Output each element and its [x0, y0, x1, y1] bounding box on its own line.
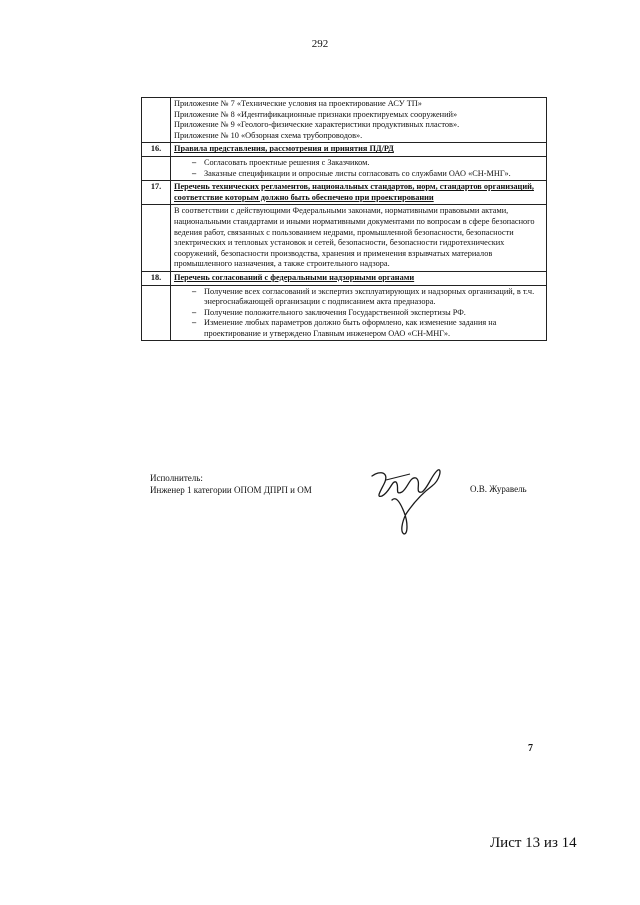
section-content [171, 285, 547, 341]
list-item: – Получение положительного заключения Государственной экспертизы РФ. [192, 308, 543, 319]
row-number: 16. [142, 143, 171, 157]
section-content: В соответствии с действующими Федеральными законами, нормативными правовыми актами, национальными стандартами и иными нормативными документами по вопросам в сфере безопасного ведения работ, связанных с пользованием недрами, промышленной безопасности, безопасности электрических и тепловых установок и сетей, безопасности, безопасности гидротехнических сооружений, безопасности производства, хранения и применения взрывчатых материалов промышленного назначения, а также строительного надзора. [171, 205, 547, 272]
list-item: – Заказные спецификации и опросные листы согласовать со службами ОАО «СН-МНГ». [192, 169, 543, 180]
executor-role: Инженер 1 категории ОПОМ ДПРП и ОМ [150, 485, 312, 495]
section-content [171, 156, 547, 180]
dash-list [174, 287, 543, 340]
list-item: – Получение всех согласований и экспертиз эксплуатирующих и надзорных организаций, в т.ч. энергоснабжающей организации с подписанием акта предназора. [192, 287, 543, 308]
page-number: 292 [311, 38, 329, 50]
list-item: – Согласовать проектные решения с Заказчиком. [192, 158, 543, 169]
row-number-cell [142, 205, 171, 272]
appendix-list-cell [171, 98, 547, 143]
appendix-line: Приложение № 7 «Технические условия на проектирование АСУ ТП» [174, 99, 422, 108]
section-heading: Перечень согласований с федеральными надзорными органами [171, 271, 547, 285]
footer-number: 7 [528, 743, 533, 754]
table-row [142, 181, 547, 205]
table-row [142, 285, 547, 341]
appendix-line: Приложение № 8 «Идентификационные признаки проектируемых сооружений» [174, 109, 458, 119]
section-heading: Перечень технических регламентов, национальных стандартов, норм, стандартов организаций, соответствие которым должно быть обеспечено при проектировании [171, 181, 547, 205]
row-number-cell [142, 156, 171, 180]
section-heading: Правила представления, рассмотрения и принятия ПД/РД [171, 143, 547, 157]
executor-name: О.В. Журавель [470, 484, 527, 494]
table-row [142, 271, 547, 285]
row-number: 18. [142, 271, 171, 285]
table-row [142, 156, 547, 180]
table-row [142, 98, 547, 143]
sheet-counter: Лист 13 из 14 [490, 835, 577, 851]
table-row [142, 205, 547, 272]
executor-label: Исполнитель: [150, 473, 203, 483]
dash-list [174, 158, 543, 179]
handwritten-signature [366, 462, 446, 540]
row-number-cell [142, 98, 171, 143]
row-number-cell [142, 285, 171, 341]
table-row [142, 143, 547, 157]
requirements-table [141, 97, 547, 341]
executor-block [150, 472, 312, 496]
appendix-line: Приложение № 9 «Геолого-физические характеристики продуктивных пластов». [174, 120, 460, 130]
appendix-line: Приложение № 10 «Обзорная схема трубопроводов». [174, 130, 363, 140]
row-number: 17. [142, 181, 171, 205]
list-item: – Изменение любых параметров должно быть оформлено, как изменение задания на проектирование и утверждено Главным инженером ОАО «СН-МНГ». [192, 318, 543, 339]
